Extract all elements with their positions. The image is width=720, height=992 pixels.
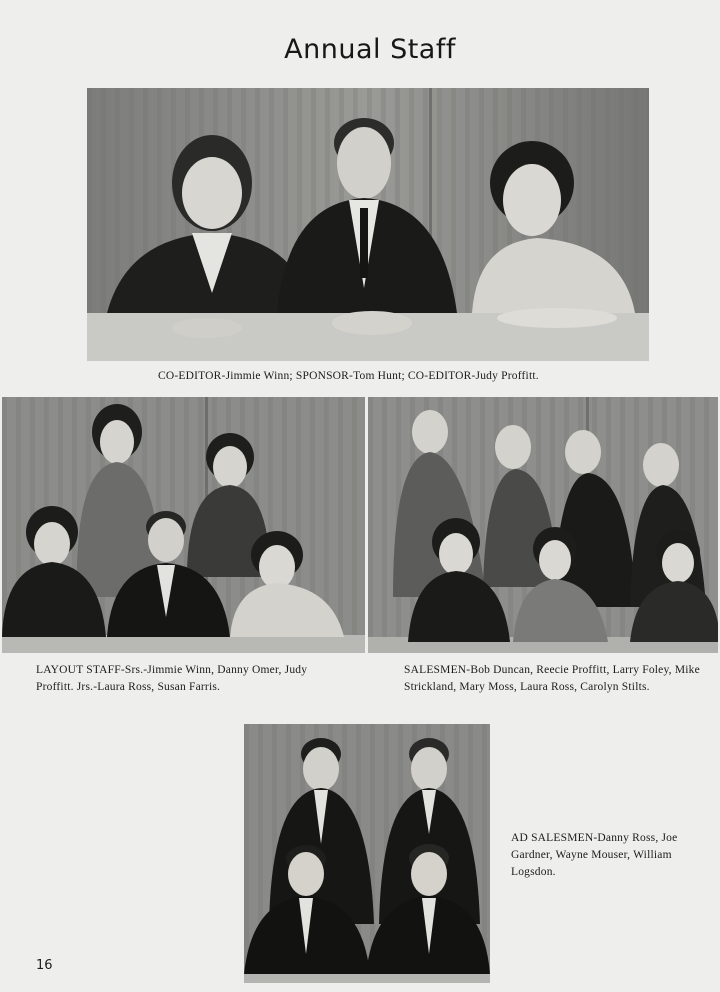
photo-salesmen: [368, 397, 718, 653]
caption-salesmen: SALESMEN-Bob Duncan, Reecie Proffitt, Larry Foley, Mike Strickland, Mary Moss, Laura Ross, Carolyn Stilts.: [404, 664, 700, 693]
page-title: Annual Staff: [284, 34, 456, 65]
photo-layout-staff: [2, 397, 365, 653]
photo-co-editors: [87, 88, 649, 361]
page-number: 16: [36, 958, 53, 973]
caption-co-editors: CO-EDITOR-Jimmie Winn; SPONSOR-Tom Hunt; CO-EDITOR-Judy Proffitt.: [158, 370, 539, 382]
caption-layout-staff: LAYOUT STAFF-Srs.-Jimmie Winn, Danny Omer, Judy Proffitt. Jrs.-Laura Ross, Susan Farris.: [36, 664, 308, 693]
photo-ad-salesmen: [244, 724, 490, 983]
caption-ad-salesmen: AD SALESMEN-Danny Ross, Joe Gardner, Wayne Mouser, William Logsdon.: [511, 832, 678, 878]
